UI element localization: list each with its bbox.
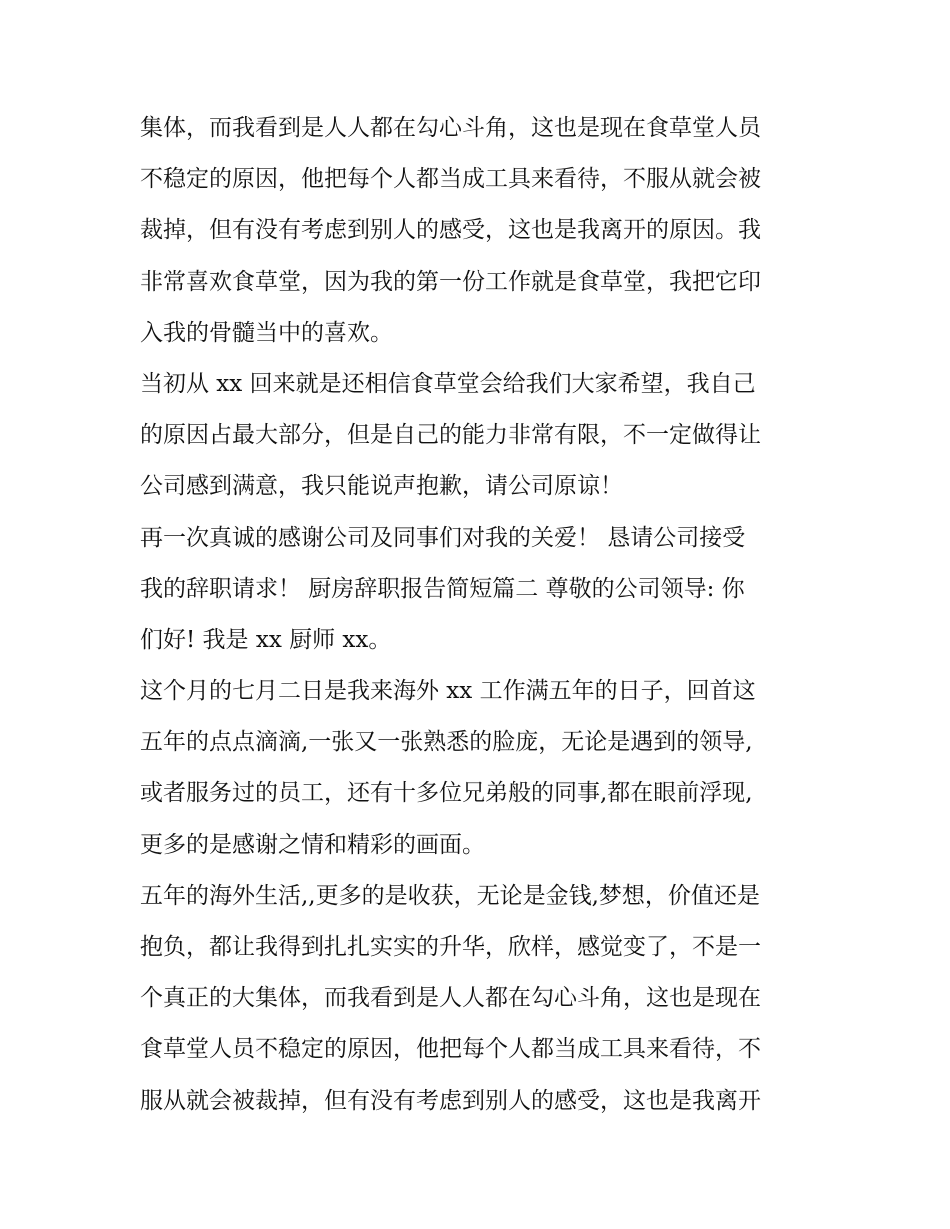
text-line: 入我的骨髓当中的喜欢。 (140, 319, 393, 346)
text-line: 食草堂人员不稳定的原因，他把每个人都当成工具来看待，不 (140, 1036, 761, 1063)
document-body (140, 103, 812, 1127)
text-line: 非常喜欢食草堂，因为我的第一份工作就是食草堂，我把它印 (140, 268, 761, 295)
text-line: 们好! 我是 xx 厨师 xx。 (140, 626, 392, 653)
text-line: 公司感到满意，我只能说声抱歉，请公司原谅！ (140, 473, 623, 500)
text-line: 这个月的七月二日是我来海外 xx 工作满五年的日子，回首这 (140, 678, 756, 705)
text-line: 个真正的大集体，而我看到是人人都在勾心斗角，这也是现在 (140, 985, 761, 1012)
text-line: 的原因占最大部分，但是自己的能力非常有限，不一定做得让 (140, 422, 761, 449)
text-line: 再一次真诚的感谢公司及同事们对我的关爱！ 恳请公司接受 (140, 524, 746, 551)
text-line: 集体，而我看到是人人都在勾心斗角，这也是现在食草堂人员 (140, 115, 761, 141)
text-line: 五年的点点滴滴,一张又一张熟悉的脸庞，无论是遇到的领导, (140, 729, 753, 756)
text-line: 当初从 xx 回来就是还相信食草堂会给我们大家希望，我自己 (140, 370, 756, 397)
text-line: 裁掉，但有没有考虑到别人的感受，这也是我离开的原因。我 (140, 217, 761, 244)
text-line: 我的辞职请求！ 厨房辞职报告简短篇二 尊敬的公司领导: 你 (140, 575, 745, 602)
text-line: 抱负，都让我得到扎扎实实的升华，欣样，感觉变了，不是一 (140, 934, 761, 960)
text-line: 更多的是感谢之情和精彩的画面。 (140, 831, 485, 858)
text-line: 不稳定的原因，他把每个人都当成工具来看待，不服从就会被 (140, 166, 761, 193)
text-line: 五年的海外生活,,更多的是收获，无论是金钱,梦想，价值还是 (140, 882, 760, 909)
text-line: 服从就会被裁掉，但有没有考虑到别人的感受，这也是我离开 (140, 1087, 761, 1114)
text-line: 或者服务过的员工，还有十多位兄弟般的同事,都在眼前浮现, (140, 780, 753, 807)
